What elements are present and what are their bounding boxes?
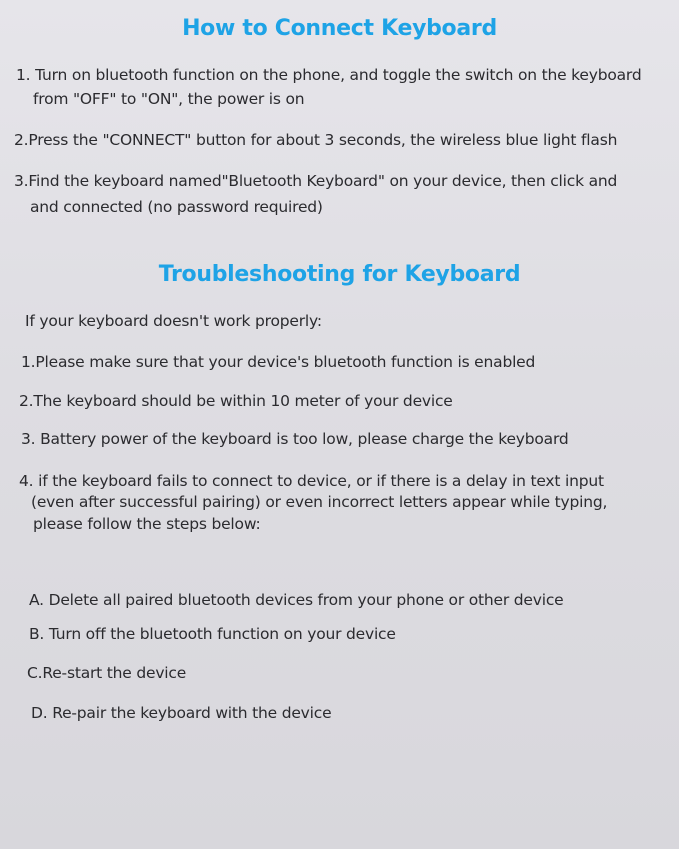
connect-step-1-line-1: 1. Turn on bluetooth function on the phone, and toggle the switch on the keyboard: [16, 66, 642, 84]
connect-step-2: 2.Press the "CONNECT" button for about 3 seconds, the wireless blue light flash: [14, 131, 618, 149]
connect-step-1-line-2: from "OFF" to "ON", the power is on: [33, 90, 305, 108]
troubleshooting-item-4-line-1: 4. if the keyboard fails to connect to device, or if there is a delay in text input: [19, 472, 604, 490]
troubleshooting-heading: Troubleshooting for Keyboard: [158, 262, 521, 287]
troubleshooting-item-4-line-2: (even after successful pairing) or even incorrect letters appear while typing,: [31, 493, 608, 511]
troubleshooting-step-b: B. Turn off the bluetooth function on your device: [29, 625, 396, 643]
troubleshooting-step-d: D. Re-pair the keyboard with the device: [31, 704, 332, 722]
connect-heading: How to Connect Keyboard: [182, 16, 497, 41]
troubleshooting-item-2: 2.The keyboard should be within 10 meter of your device: [19, 392, 453, 410]
connect-step-3-line-1: 3.Find the keyboard named"Bluetooth Keyboard" on your device, then click and: [14, 172, 618, 190]
troubleshooting-item-3: 3. Battery power of the keyboard is too low, please charge the keyboard: [21, 430, 569, 448]
troubleshooting-item-4-line-3: please follow the steps below:: [33, 515, 261, 533]
troubleshooting-step-c: C.Re-start the device: [27, 664, 187, 682]
connect-step-3-line-2: and connected (no password required): [30, 198, 323, 216]
troubleshooting-step-a: A. Delete all paired bluetooth devices from your phone or other device: [29, 591, 564, 609]
troubleshooting-item-1: 1.Please make sure that your device's bluetooth function is enabled: [21, 353, 536, 371]
troubleshooting-intro: If your keyboard doesn't work properly:: [25, 312, 322, 330]
